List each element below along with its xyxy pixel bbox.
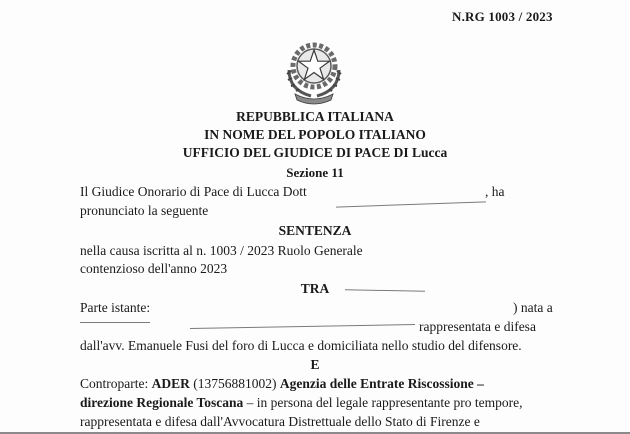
section-label: Sezione 11 [286,165,344,180]
case-number: N.RG 1003 / 2023 [452,9,553,24]
judge-line-prefix: Il Giudice Onorario di Pace di Lucca Dott [80,184,307,199]
sentenza-line-2: contenzioso dell'anno 2023 [80,261,228,276]
judge-line-suffix: , ha [485,184,505,199]
controparte-label: Controparte: [80,376,149,391]
italian-republic-emblem-icon [275,30,353,108]
direction-name: direzione Regionale Toscana [80,395,244,410]
title-ufficio: UFFICIO DEL GIUDICE DI PACE DI Lucca [182,145,448,160]
controparte-line [80,376,484,392]
direction-rest: – in persona del legale rappresentante pro tempore, [246,395,523,410]
title-popolo: IN NOME DEL POPOLO ITALIANO [204,127,426,142]
e-heading: E [310,357,320,372]
controparte-agency: Agenzia delle Entrate Riscossione – [279,376,484,391]
avvocatura-line: rappresentata e difesa dall'Avvocatura Distrettuale dello Stato di Firenze e [80,414,480,429]
redaction-stroke [336,201,486,207]
redaction-stroke [190,324,415,329]
pronounced-line: pronunciato la seguente [80,203,209,218]
parte-suffix: ) nata a [513,300,553,315]
controparte-code: (13756881002) [193,376,277,391]
sentenza-line-1: nella causa iscritta al n. 1003 / 2023 Ruolo Generale [80,243,363,258]
direction-line [80,395,523,411]
parte-label: Parte istante: [80,300,151,315]
title-repubblica: REPUBBLICA ITALIANA [236,109,394,124]
redaction-stroke [80,322,150,323]
lawyer-line: dall'avv. Emanuele Fusi del foro di Lucca e domiciliata nello studio del difensore. [80,338,522,353]
tra-heading: TRA [300,281,330,296]
sentenza-heading: SENTENZA [278,223,352,238]
controparte-name: ADER [151,376,190,391]
represented-line: rappresentata e difesa [419,319,536,334]
